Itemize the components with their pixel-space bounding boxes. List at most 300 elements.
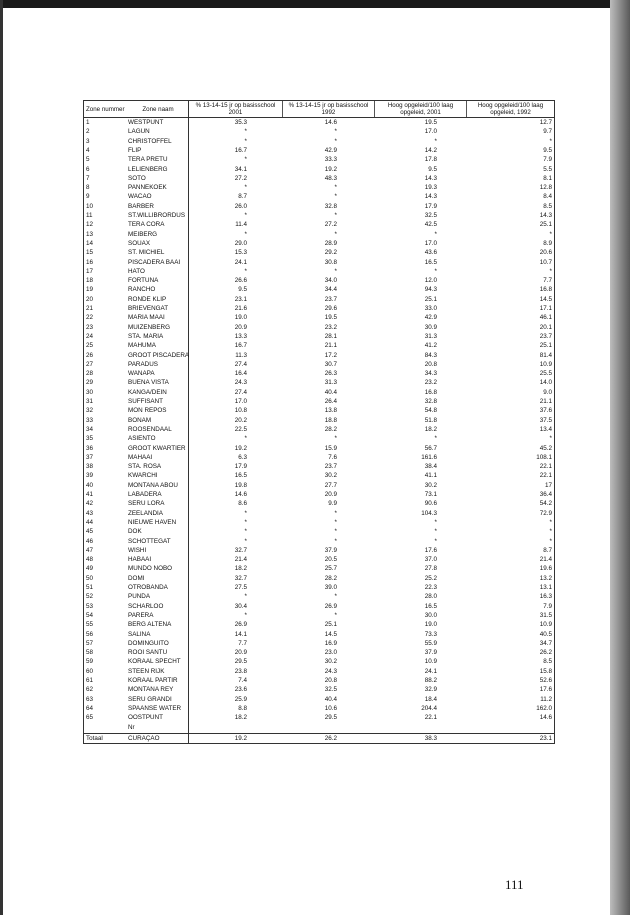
value-hoog-opgeleid-2001: 17.0 xyxy=(424,128,437,136)
value-basisschool-2001: 22.5 xyxy=(234,425,247,433)
value-hoog-opgeleid-2001: 30.9 xyxy=(424,323,437,331)
value-hoog-opgeleid-1992: 52.6 xyxy=(539,677,552,684)
value-hoog-opgeleid-2001: 32.9 xyxy=(424,686,437,694)
zone-number: 27 xyxy=(86,360,94,368)
zone-name: SPAANSE WATER xyxy=(128,704,182,712)
table-row xyxy=(84,481,554,490)
zone-name: PUNDA xyxy=(128,593,151,601)
value-basisschool-2001: 8.6 xyxy=(238,500,247,508)
value-basisschool-2001: 26.0 xyxy=(234,202,247,210)
value-hoog-opgeleid-2001: 10.9 xyxy=(424,658,437,666)
value-hoog-opgeleid-2001: 73.1 xyxy=(424,491,437,498)
zone-number: 51 xyxy=(86,584,94,591)
table-header xyxy=(84,101,554,118)
zone-name: DOMI xyxy=(128,574,145,582)
value-basisschool-2001: 16.7 xyxy=(234,146,247,154)
zone-name: FORTUNA xyxy=(128,277,159,285)
value-hoog-opgeleid-2001: 54.8 xyxy=(424,407,437,415)
zone-number: 48 xyxy=(86,556,94,564)
table-row xyxy=(84,676,554,685)
zone-name: STA. MARIA xyxy=(128,332,164,340)
zone-number: 29 xyxy=(86,379,94,387)
value-hoog-opgeleid-2001: 23.2 xyxy=(424,379,437,387)
value-hoog-opgeleid-2001: 17.6 xyxy=(424,546,437,554)
table-row xyxy=(84,360,554,369)
value-basisschool-1992: 20.8 xyxy=(324,677,337,684)
zone-name: DOMINGUITO xyxy=(128,639,169,647)
value-hoog-opgeleid-2001: 88.2 xyxy=(424,677,437,684)
value-basisschool-2001: 30.4 xyxy=(234,602,247,610)
value-basisschool-1992: 30.2 xyxy=(324,472,337,480)
value-basisschool-2001: 8.8 xyxy=(238,704,247,712)
table-row xyxy=(84,713,554,722)
zone-number: 58 xyxy=(86,649,94,657)
value-hoog-opgeleid-1992: 14.5 xyxy=(539,295,552,303)
zone-name: MUIZENBERG xyxy=(128,323,170,331)
value-hoog-opgeleid-2001: 27.8 xyxy=(424,565,437,573)
zone-number: 32 xyxy=(86,407,94,415)
value-basisschool-1992: * xyxy=(334,128,337,136)
value-hoog-opgeleid-2001: * xyxy=(434,230,437,238)
table-row xyxy=(84,648,554,657)
zone-name: ASIENTO xyxy=(128,435,156,443)
zone-name: OOSTPUNT xyxy=(128,714,163,722)
zone-name: MUNDO NOBO xyxy=(128,565,173,573)
value-basisschool-2001: * xyxy=(244,518,247,526)
value-hoog-opgeleid-1992: 23.7 xyxy=(539,332,552,340)
zone-number: 33 xyxy=(86,416,94,424)
zone-number: 24 xyxy=(86,332,94,340)
zone-name: HABAAI xyxy=(128,556,152,564)
table-row xyxy=(84,592,554,601)
value-hoog-opgeleid-1992: 21.1 xyxy=(539,398,552,405)
table-row xyxy=(84,704,554,713)
table-row xyxy=(84,351,554,360)
value-basisschool-1992: 28.2 xyxy=(324,425,337,433)
value-hoog-opgeleid-1992: 15.8 xyxy=(539,667,552,675)
table-row xyxy=(84,267,554,276)
value-basisschool-1992: 29.6 xyxy=(324,305,337,312)
scan-top-edge xyxy=(0,0,630,8)
value-basisschool-1992: 33.3 xyxy=(324,156,337,164)
zone-name: BUENA VISTA xyxy=(128,379,169,387)
table-row xyxy=(84,239,554,248)
value-basisschool-1992: 48.3 xyxy=(324,174,337,182)
value-hoog-opgeleid-1992: 12.8 xyxy=(539,184,552,192)
total-value: 23.1 xyxy=(539,735,552,742)
zone-number: 35 xyxy=(86,435,94,443)
scan-right-edge xyxy=(610,0,630,915)
value-hoog-opgeleid-2001: 14.3 xyxy=(424,174,437,182)
value-hoog-opgeleid-2001: * xyxy=(434,518,437,526)
value-hoog-opgeleid-2001: 73.3 xyxy=(424,630,437,638)
value-basisschool-1992: 7.6 xyxy=(328,453,337,461)
value-basisschool-2001: * xyxy=(244,137,247,145)
zone-number: 16 xyxy=(86,258,94,266)
value-hoog-opgeleid-1992: 108.1 xyxy=(536,453,552,461)
value-basisschool-2001: 32.7 xyxy=(234,546,247,554)
table-row xyxy=(84,118,554,127)
zone-name: STEEN RIJK xyxy=(128,667,165,675)
header-zone-nummer: Zone nummer xyxy=(86,105,125,113)
value-basisschool-2001: 17.0 xyxy=(234,398,247,405)
value-basisschool-2001: * xyxy=(244,435,247,443)
value-hoog-opgeleid-1992: 9.5 xyxy=(543,146,552,154)
value-hoog-opgeleid-2001: 37.9 xyxy=(424,649,437,657)
zone-name: SERU LORA xyxy=(128,500,165,508)
table-row xyxy=(84,639,554,648)
value-basisschool-2001: 21.6 xyxy=(234,305,247,312)
value-hoog-opgeleid-2001: * xyxy=(434,137,437,145)
value-basisschool-2001: 15.3 xyxy=(234,249,247,257)
value-hoog-opgeleid-2001: 41.1 xyxy=(424,472,437,480)
value-hoog-opgeleid-2001: 22.3 xyxy=(424,584,437,591)
zone-number: 53 xyxy=(86,602,94,610)
total-row xyxy=(84,734,554,743)
value-basisschool-1992: 16.9 xyxy=(324,639,337,647)
total-zone-name: CURAÇAO xyxy=(128,735,160,742)
zone-number: 31 xyxy=(86,398,94,405)
value-basisschool-2001: 19.2 xyxy=(234,444,247,452)
zone-number: 50 xyxy=(86,574,94,582)
value-basisschool-1992: 30.2 xyxy=(324,658,337,666)
zone-name: PARADUS xyxy=(128,360,158,368)
value-basisschool-2001: 23.6 xyxy=(234,686,247,694)
zone-number: 25 xyxy=(86,342,94,350)
zone-number: 14 xyxy=(86,239,94,247)
value-basisschool-1992: 34.4 xyxy=(324,286,337,294)
value-hoog-opgeleid-1992: * xyxy=(549,518,552,526)
value-basisschool-1992: * xyxy=(334,528,337,536)
table-row xyxy=(84,127,554,136)
value-hoog-opgeleid-1992: 11.2 xyxy=(540,695,552,703)
value-basisschool-1992: 23.2 xyxy=(324,323,337,331)
zone-name: MONTANA REY xyxy=(128,686,174,694)
value-basisschool-2001: 8.7 xyxy=(238,193,247,201)
zone-number: 56 xyxy=(86,630,94,638)
value-hoog-opgeleid-1992: * xyxy=(549,267,552,275)
value-basisschool-1992: 39.0 xyxy=(324,584,337,591)
value-basisschool-1992: 26.3 xyxy=(324,370,337,378)
value-hoog-opgeleid-2001: 16.8 xyxy=(424,388,437,396)
zone-name: GROOT KWARTIER xyxy=(128,444,186,452)
value-basisschool-1992: 32.5 xyxy=(324,686,337,694)
value-basisschool-1992: 30.7 xyxy=(324,360,337,368)
zone-number: 7 xyxy=(86,174,90,182)
value-basisschool-2001: 35.3 xyxy=(234,119,247,126)
value-hoog-opgeleid-1992: 17.1 xyxy=(539,305,552,312)
value-basisschool-2001: 6.3 xyxy=(238,453,247,461)
value-basisschool-2001: 16.4 xyxy=(234,370,247,378)
zone-name: LAGUN xyxy=(128,128,150,136)
value-hoog-opgeleid-1992: 8.5 xyxy=(543,202,552,210)
value-hoog-opgeleid-1992: 22.1 xyxy=(539,463,552,471)
value-basisschool-1992: 19.2 xyxy=(324,165,337,173)
table-row xyxy=(84,564,554,573)
zone-name: GROOT PISCADERA xyxy=(128,351,190,359)
value-hoog-opgeleid-1992: 46.1 xyxy=(539,314,552,322)
value-basisschool-1992: 25.7 xyxy=(324,565,337,573)
value-basisschool-1992: 27.2 xyxy=(324,221,337,229)
value-basisschool-1992: 15.9 xyxy=(324,444,337,452)
value-hoog-opgeleid-2001: 43.6 xyxy=(424,249,437,257)
value-hoog-opgeleid-1992: 10.9 xyxy=(539,621,552,629)
value-basisschool-2001: * xyxy=(244,537,247,545)
zone-number: 12 xyxy=(86,221,94,229)
value-hoog-opgeleid-1992: 8.9 xyxy=(543,239,552,247)
value-hoog-opgeleid-1992: * xyxy=(549,435,552,443)
value-basisschool-1992: 23.0 xyxy=(324,649,337,657)
table-row xyxy=(84,620,554,629)
zone-name: KWARCHI xyxy=(128,472,158,480)
value-basisschool-2001: 24.3 xyxy=(234,379,247,387)
zone-number: 55 xyxy=(86,621,94,629)
value-basisschool-2001: * xyxy=(244,267,247,275)
zone-number: 57 xyxy=(86,639,94,647)
table-row xyxy=(84,499,554,508)
table-row xyxy=(84,406,554,415)
header-zone-naam: Zone naam xyxy=(142,105,174,113)
value-hoog-opgeleid-1992: 9.0 xyxy=(543,388,552,396)
value-basisschool-1992: 23.7 xyxy=(324,463,337,471)
header-hoog-opgeleid-2001: Hoog opgeleid/100 laag opgeleid, 2001 xyxy=(374,101,466,117)
table-row xyxy=(84,602,554,611)
value-hoog-opgeleid-1992: 8.1 xyxy=(543,174,552,182)
value-hoog-opgeleid-1992: 14.0 xyxy=(539,379,552,387)
table-row xyxy=(84,667,554,676)
zone-number: 23 xyxy=(86,323,94,331)
value-hoog-opgeleid-2001: * xyxy=(434,528,437,536)
zone-number: 11 xyxy=(86,212,93,219)
table-row xyxy=(84,165,554,174)
zone-name: SCHOTTEGAT xyxy=(128,537,171,545)
table-row xyxy=(84,369,554,378)
table-row xyxy=(84,248,554,257)
value-hoog-opgeleid-1992: 7.7 xyxy=(543,277,552,285)
value-basisschool-1992: 28.2 xyxy=(324,574,337,582)
value-hoog-opgeleid-2001: 9.5 xyxy=(428,165,437,173)
value-basisschool-2001: 14.1 xyxy=(234,630,247,638)
table-row xyxy=(84,397,554,406)
zone-number: 38 xyxy=(86,463,94,471)
value-hoog-opgeleid-2001: 204.4 xyxy=(421,704,437,712)
value-hoog-opgeleid-1992: 25.1 xyxy=(539,342,552,350)
zone-number: 39 xyxy=(86,472,94,480)
table-row xyxy=(84,546,554,555)
value-basisschool-1992: 37.9 xyxy=(324,546,337,554)
value-hoog-opgeleid-1992: 34.7 xyxy=(539,639,552,647)
table-row xyxy=(84,537,554,546)
value-hoog-opgeleid-2001: 38.4 xyxy=(424,463,437,471)
value-basisschool-2001: 24.1 xyxy=(234,258,247,266)
value-hoog-opgeleid-1992: 19.6 xyxy=(539,565,552,573)
value-basisschool-1992: 34.0 xyxy=(324,277,337,285)
value-basisschool-1992: 23.7 xyxy=(324,295,337,303)
zone-name: MON REPOS xyxy=(128,407,167,415)
value-basisschool-2001: 16.7 xyxy=(234,342,247,350)
value-hoog-opgeleid-1992: 13.2 xyxy=(539,574,552,582)
value-basisschool-1992: 28.9 xyxy=(324,239,337,247)
zone-number: 15 xyxy=(86,249,94,257)
zone-name: SUFFISANT xyxy=(128,398,163,405)
zone-number: 1 xyxy=(86,119,90,126)
value-hoog-opgeleid-1992: * xyxy=(549,528,552,536)
value-basisschool-1992: 27.7 xyxy=(324,481,337,489)
value-basisschool-2001: 7.4 xyxy=(238,677,247,684)
value-basisschool-2001: 23.1 xyxy=(234,295,247,303)
value-basisschool-2001: 26.6 xyxy=(234,277,247,285)
zone-name: MARIA MAAI xyxy=(128,314,165,322)
value-hoog-opgeleid-1992: 17.6 xyxy=(539,686,552,694)
zone-name: SCHARLOO xyxy=(128,602,164,610)
zone-name: MONTANA ABOU xyxy=(128,481,178,489)
value-hoog-opgeleid-1992: 12.7 xyxy=(539,119,552,126)
value-hoog-opgeleid-2001: 12.0 xyxy=(424,277,437,285)
value-hoog-opgeleid-1992: * xyxy=(549,137,552,145)
table-row xyxy=(84,137,554,146)
value-hoog-opgeleid-1992: 8.4 xyxy=(543,193,552,201)
value-hoog-opgeleid-1992: 25.1 xyxy=(539,221,552,229)
table-row xyxy=(84,425,554,434)
value-basisschool-2001: 9.5 xyxy=(238,286,247,294)
value-basisschool-1992: 25.1 xyxy=(324,621,337,629)
zone-number: 43 xyxy=(86,509,94,517)
value-hoog-opgeleid-1992: 9.7 xyxy=(543,128,552,136)
zone-number: 4 xyxy=(86,146,90,154)
table-row xyxy=(84,462,554,471)
header-basisschool-1992: % 13-14-15 jr op basisschool 1992 xyxy=(282,101,374,117)
value-hoog-opgeleid-2001: 34.3 xyxy=(424,370,437,378)
zone-name: ROOI SANTU xyxy=(128,649,168,657)
zone-name: KANGA/DEIN xyxy=(128,388,167,396)
value-basisschool-2001: 18.2 xyxy=(234,714,247,722)
value-hoog-opgeleid-1992: 20.6 xyxy=(539,249,552,257)
value-basisschool-2001: * xyxy=(244,611,247,619)
value-hoog-opgeleid-2001: * xyxy=(434,267,437,275)
value-hoog-opgeleid-1992: 37.6 xyxy=(539,407,552,415)
value-basisschool-1992: 30.8 xyxy=(324,258,337,266)
value-basisschool-1992: * xyxy=(334,193,337,201)
value-hoog-opgeleid-1992: 8.5 xyxy=(543,658,552,666)
value-hoog-opgeleid-2001: 16.5 xyxy=(424,258,437,266)
zone-number: 59 xyxy=(86,658,94,666)
table-row xyxy=(84,295,554,304)
zone-number: 18 xyxy=(86,277,94,285)
table-row xyxy=(84,444,554,453)
value-hoog-opgeleid-2001: 32.5 xyxy=(424,212,437,219)
zone-number: 17 xyxy=(86,267,94,275)
value-hoog-opgeleid-1992: 21.4 xyxy=(539,556,552,564)
zone-name: OTROBANDA xyxy=(128,584,168,591)
zone-name: BRIEVENGAT xyxy=(128,305,169,312)
value-hoog-opgeleid-2001: 22.1 xyxy=(424,714,437,722)
value-hoog-opgeleid-1992: 16.3 xyxy=(539,593,552,601)
table-row xyxy=(84,304,554,313)
zone-number: 10 xyxy=(86,202,94,210)
zone-name: PARERA xyxy=(128,611,154,619)
zone-name: SOUAX xyxy=(128,239,151,247)
value-basisschool-2001: 32.7 xyxy=(234,574,247,582)
value-hoog-opgeleid-2001: 51.8 xyxy=(424,416,437,424)
zone-name: SALINA xyxy=(128,630,151,638)
value-hoog-opgeleid-2001: 32.8 xyxy=(424,398,437,405)
value-hoog-opgeleid-2001: 30.0 xyxy=(424,611,437,619)
zone-name: PISCADERA BAAI xyxy=(128,258,181,266)
table-row xyxy=(84,657,554,666)
value-basisschool-1992: * xyxy=(334,509,337,517)
value-hoog-opgeleid-1992: 7.9 xyxy=(543,156,552,164)
value-hoog-opgeleid-1992: 45.2 xyxy=(539,444,552,452)
value-hoog-opgeleid-2001: 14.3 xyxy=(424,193,437,201)
value-basisschool-1992: 28.1 xyxy=(324,332,337,340)
zone-number: 26 xyxy=(86,351,94,359)
value-basisschool-1992: 10.6 xyxy=(324,704,337,712)
value-hoog-opgeleid-2001: 24.1 xyxy=(424,667,437,675)
value-hoog-opgeleid-1992: 8.7 xyxy=(543,546,552,554)
zone-name: MEIBERG xyxy=(128,230,158,238)
table-row xyxy=(84,416,554,425)
value-hoog-opgeleid-1992: 26.2 xyxy=(539,649,552,657)
value-basisschool-2001: 13.3 xyxy=(234,332,247,340)
value-basisschool-2001: * xyxy=(244,128,247,136)
value-basisschool-2001: 20.9 xyxy=(234,323,247,331)
table-row xyxy=(84,583,554,592)
value-basisschool-1992: 26.9 xyxy=(324,602,337,610)
table-row xyxy=(84,174,554,183)
zone-table xyxy=(83,100,555,744)
zone-name: WESTPUNT xyxy=(128,119,164,126)
table-row xyxy=(84,509,554,518)
zone-name: WISHI xyxy=(128,546,147,554)
zone-name: TERA PRETU xyxy=(128,156,168,164)
table-row xyxy=(84,723,554,732)
value-hoog-opgeleid-1992: 20.1 xyxy=(539,323,552,331)
value-basisschool-1992: 14.6 xyxy=(324,119,337,126)
value-hoog-opgeleid-2001: 104.3 xyxy=(421,509,437,517)
value-hoog-opgeleid-1992: 22.1 xyxy=(539,472,552,480)
table-row xyxy=(84,146,554,155)
zone-name: KORAAL PARTIR xyxy=(128,677,178,684)
value-hoog-opgeleid-2001: 84.3 xyxy=(424,351,437,359)
value-basisschool-2001: 27.2 xyxy=(234,174,247,182)
value-basisschool-2001: * xyxy=(244,212,247,219)
table-row xyxy=(84,183,554,192)
table-row xyxy=(84,527,554,536)
value-basisschool-2001: * xyxy=(244,593,247,601)
value-basisschool-1992: 40.4 xyxy=(324,695,337,703)
value-hoog-opgeleid-2001: 14.2 xyxy=(424,146,437,154)
table-row xyxy=(84,192,554,201)
value-hoog-opgeleid-2001: 30.2 xyxy=(424,481,437,489)
table-row xyxy=(84,453,554,462)
table-row xyxy=(84,341,554,350)
value-hoog-opgeleid-2001: 33.0 xyxy=(424,305,437,312)
value-hoog-opgeleid-1992: * xyxy=(549,537,552,545)
value-basisschool-1992: 32.8 xyxy=(324,202,337,210)
zone-name: KORAAL SPECHT xyxy=(128,658,181,666)
zone-number: 63 xyxy=(86,695,94,703)
value-basisschool-1992: 13.8 xyxy=(324,407,337,415)
zone-number: 46 xyxy=(86,537,94,545)
value-hoog-opgeleid-2001: 19.3 xyxy=(424,184,437,192)
zone-name: CHRISTOFFEL xyxy=(128,137,172,145)
value-basisschool-2001: 29.5 xyxy=(234,658,247,666)
value-basisschool-1992: 19.5 xyxy=(324,314,337,322)
zone-name: BARBER xyxy=(128,202,154,210)
value-basisschool-2001: * xyxy=(244,156,247,164)
table-row xyxy=(84,323,554,332)
zone-number: 5 xyxy=(86,156,90,164)
